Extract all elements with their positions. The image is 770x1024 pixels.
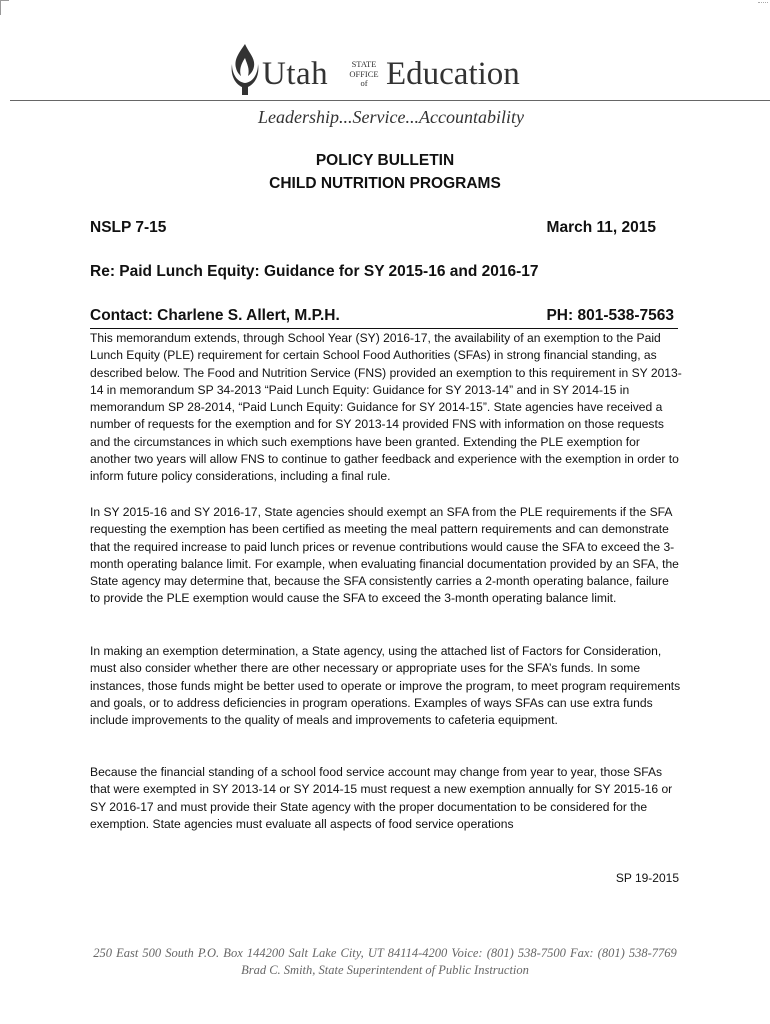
contact-name: Contact: Charlene S. Allert, M.P.H. bbox=[90, 307, 340, 324]
crop-mark bbox=[0, 0, 9, 15]
footer-superintendent: Brad C. Smith, State Superintendent of Public Instruction bbox=[241, 963, 529, 977]
logo-state-text: Utah bbox=[262, 56, 329, 92]
logo-office-text: STATE OFFICE of bbox=[349, 59, 379, 88]
header-divider bbox=[10, 100, 770, 101]
usoe-logo bbox=[228, 40, 548, 96]
logo-department-text: Education bbox=[386, 56, 520, 92]
bulletin-code: NSLP 7-15 bbox=[90, 219, 167, 236]
body-paragraph: In making an exemption determination, a State agency, using the attached list of Factors for Consideration, must also consider whether there are other necessary or appropriate uses for the SFA’s funds. In some instances, those funds might be better used to operate or improve the program, to meet program requirements and goals, or to address deficiencies in program operations. Examples of ways SFAs can use extra funds include improvements to the quality of meals and improvements to cafeteria equipment. bbox=[90, 644, 681, 728]
footer-address: 250 East 500 South P.O. Box 144200 Salt Lake City, UT 84114-4200 Voice: (801) 538-7500 Fax: (801) 538-7769 bbox=[93, 946, 677, 960]
tagline: Leadership...Service...Accountability bbox=[258, 107, 524, 127]
body-paragraph: Because the financial standing of a school food service account may change from year to year, those SFAs that were exempted in SY 2013-14 or SY 2014-15 must request a new exemption annually for SY 2015-16 or SY 2016-17 and must provide their State agency with the proper documentation to be considered for the exemption. State agencies must evaluate all aspects of food service operations bbox=[90, 765, 673, 831]
body-paragraph: In SY 2015-16 and SY 2016-17, State agencies should exempt an SFA from the PLE requirements if the SFA requesting the exemption has been certified as meeting the meal pattern requirements and can demonstrate that the required increase to paid lunch prices or revenue contributions would cause the SFA to exceed the 3-month operating balance limit. For example, when evaluating financial documentation provided by an SFA, the State agency may determine that, because the SFA consistently carries a 2-month operating balance, failure to provide the PLE exemption would cause the SFA to exceed the 3-month operating balance limit. bbox=[90, 505, 679, 606]
bulletin-code-row bbox=[90, 219, 680, 237]
bulletin-title: POLICY BULLETIN bbox=[315, 152, 455, 169]
bulletin-subtitle: CHILD NUTRITION PROGRAMS bbox=[269, 175, 501, 192]
body-paragraph: This memorandum extends, through School Year (SY) 2016-17, the availability of an exemption to the Paid Lunch Equity (PLE) requirement for certain School Food Authorities (SFAs) in strong financial standing, as described below. The Food and Nutrition Service (FNS) provided an exemption to this requirement in SY 2013-14 in memorandum SP 34-2013 “Paid Lunch Equity: Guidance for SY 2013-14” and in SY 2014-15 in memorandum SP 28-2014, “Paid Lunch Equity: Guidance for SY 2014-15”. State agencies have received a number of requests for the exemption and for SY 2013-14 provided FNS with information on those requests and the circumstances in which such exemptions have been granted. Extending the PLE exemption for another two years will allow FNS to continue to gather feedback and experience with the exemption in order to inform future policy considerations, including a final rule. bbox=[90, 331, 682, 484]
bulletin-date: March 11, 2015 bbox=[546, 219, 656, 236]
contact-row bbox=[90, 307, 678, 329]
torch-flame-icon bbox=[228, 42, 262, 96]
subject-line: Re: Paid Lunch Equity: Guidance for SY 2015-16 and 2016-17 bbox=[90, 263, 539, 280]
crop-mark-right bbox=[758, 2, 768, 4]
contact-phone: PH: 801-538-7563 bbox=[546, 307, 674, 324]
document-code: SP 19-2015 bbox=[615, 871, 679, 885]
